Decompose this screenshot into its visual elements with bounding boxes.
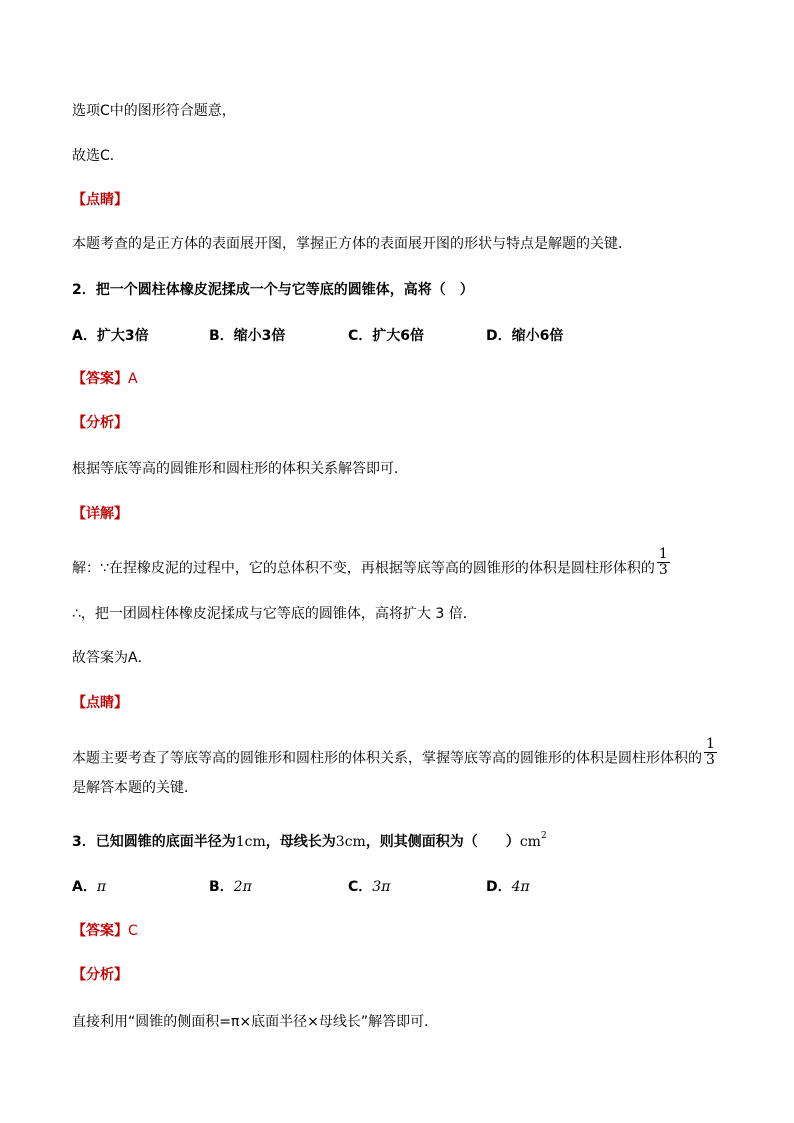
question-3-option-c xyxy=(348,876,390,896)
answer-value: A xyxy=(128,371,138,387)
dianjing-text: 本题考查的是正方体的表面展开图，掌握正方体的表面展开图的形状与特点是解题的关键． xyxy=(72,236,632,252)
solution-line-option-c: 选项C中的图形符合题意， xyxy=(72,103,236,119)
question-2-detail-line-2: ∴，把一团圆柱体橡皮泥揉成与它等底的圆锥体，高将扩大 3 倍． xyxy=(72,606,477,622)
question-2-stem: 2．把一个圆柱体橡皮泥揉成一个与它等底的圆锥体，高将（ ） xyxy=(72,282,474,298)
question-2-detail-line-1 xyxy=(72,546,670,584)
option-label: C． xyxy=(348,879,373,895)
radius-value: 1cm xyxy=(235,834,266,850)
stem-part: ，母线长为 xyxy=(265,834,336,850)
question-2-option-b: B．缩小3倍 xyxy=(209,328,286,344)
unit: cm xyxy=(519,834,541,850)
question-3-stem xyxy=(72,827,547,851)
question-3-option-a xyxy=(72,876,106,896)
fraction-numerator: 1 xyxy=(658,546,668,562)
dianjing-text: 本题主要考查了等底等高的圆锥形和圆柱形的体积关系，掌握等底等高的圆锥形的体积是圆柱形体积的 xyxy=(72,750,702,767)
section-label-analysis: 【分析】 xyxy=(72,415,128,431)
question-2-analysis: 根据等底等高的圆锥形和圆柱形的体积关系解答即可． xyxy=(72,461,408,477)
section-label-dianjing-2: 【点睛】 xyxy=(72,695,128,711)
section-label-dianjing: 【点睛】 xyxy=(72,192,128,208)
fraction-denominator: 3 xyxy=(658,562,668,578)
solution-line-choose-c: 故选C． xyxy=(72,148,124,164)
question-2-detail-line-3: 故答案为A． xyxy=(72,650,152,666)
question-3-option-b xyxy=(209,876,252,896)
option-label: D． xyxy=(486,879,512,895)
question-3-analysis: 直接利用“圆锥的侧面积=π×底面半径×母线长”解答即可． xyxy=(72,1014,439,1030)
slant-height-value: 3cm xyxy=(335,834,366,850)
option-value: 3π xyxy=(372,879,391,895)
stem-part: 3．已知圆锥的底面半径为 xyxy=(72,834,236,850)
unit-exponent: 2 xyxy=(540,831,547,841)
question-2-answer xyxy=(72,370,138,388)
fraction-numerator: 1 xyxy=(706,736,715,752)
stem-part: ，则其侧面积为（ ） xyxy=(365,834,520,850)
section-label-detail: 【详解】 xyxy=(72,506,128,522)
question-3-option-d xyxy=(486,876,530,896)
answer-label: 【答案】 xyxy=(72,923,128,939)
question-2-dianjing-line-1 xyxy=(72,736,717,774)
answer-label: 【答案】 xyxy=(72,371,128,387)
fraction-one-third xyxy=(704,737,717,768)
option-value: 4π xyxy=(511,879,530,895)
question-2-option-a: A．扩大3倍 xyxy=(72,328,149,344)
answer-value: C xyxy=(128,923,138,939)
option-value: 2π xyxy=(233,879,252,895)
detail-text: 解：∵在捏橡皮泥的过程中，它的总体积不变，再根据等底等高的圆锥形的体积是圆柱形体积的 xyxy=(72,560,655,577)
section-label-analysis-3: 【分析】 xyxy=(72,967,128,983)
question-2-dianjing-line-2: 是解答本题的关键． xyxy=(72,780,198,796)
fraction-one-third xyxy=(657,547,670,578)
question-2-option-d: D．缩小6倍 xyxy=(486,328,564,344)
option-value: π xyxy=(96,879,107,895)
fraction-denominator: 3 xyxy=(706,752,715,768)
question-2-option-c: C．扩大6倍 xyxy=(348,328,425,344)
option-label: A． xyxy=(72,879,97,895)
option-label: B． xyxy=(209,879,234,895)
question-3-answer xyxy=(72,922,138,940)
